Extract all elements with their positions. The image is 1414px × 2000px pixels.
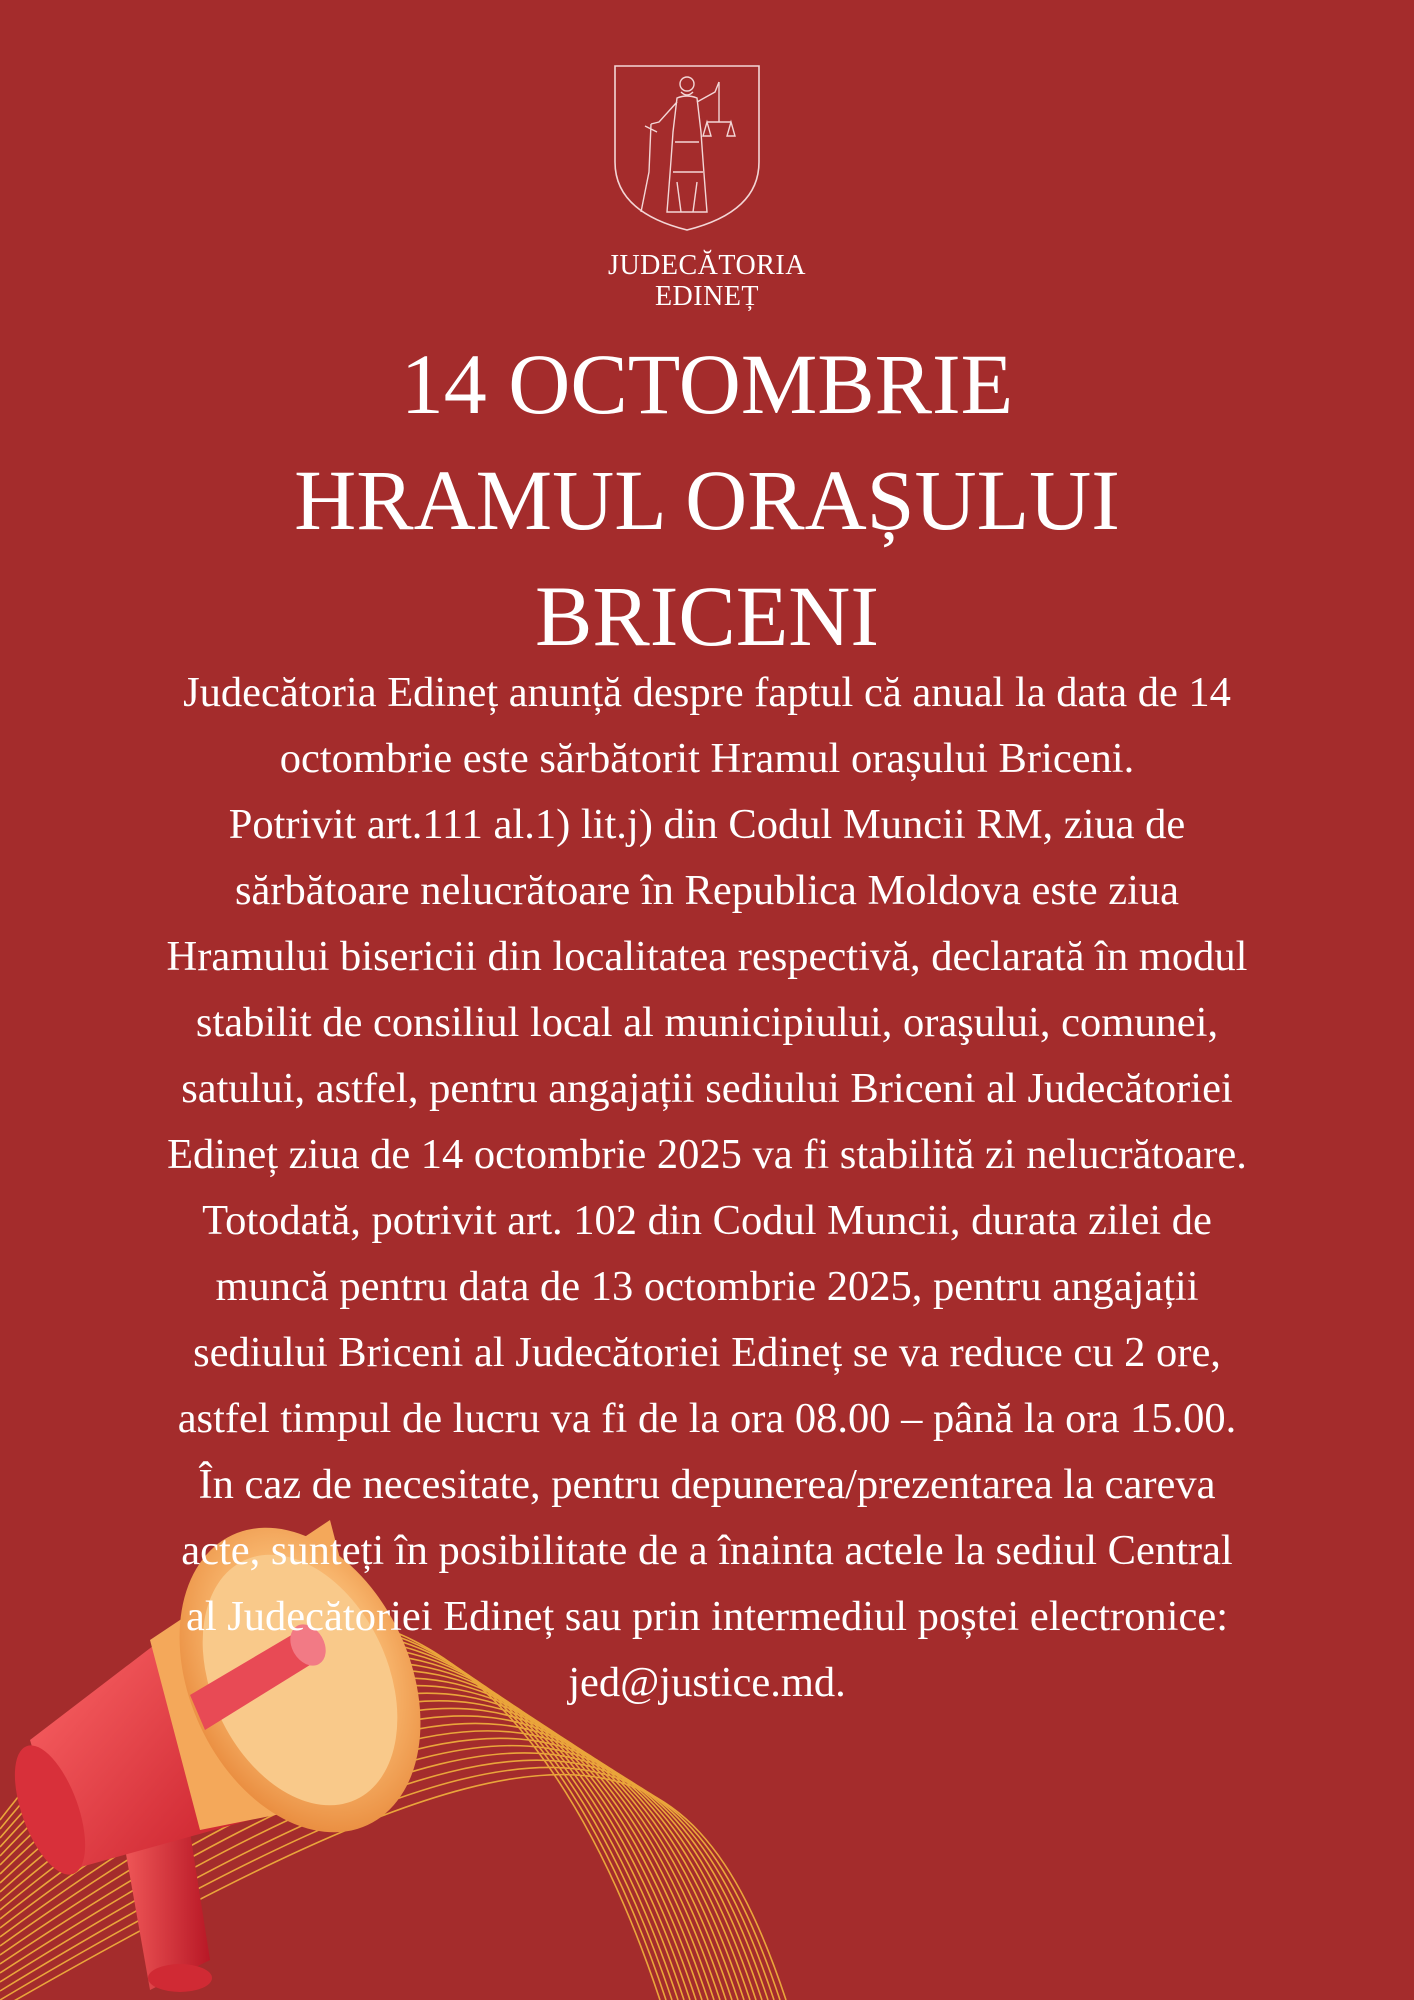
text-line: Potrivit art.111 al.1) lit.j) din Codul Muncii RM, ziua de <box>228 801 1186 848</box>
court-name-line1: JUDECĂTORIA <box>608 250 806 281</box>
text-line: muncă pentru data de 13 octombrie 2025, pentru angajații <box>215 1263 1199 1310</box>
announcement-text <box>16 660 1398 1716</box>
text-line: Edineț ziua de 14 octombrie 2025 va fi stabilită zi nelucrătoare. <box>167 1131 1247 1178</box>
text-line: octombrie este sărbătorit Hramul orașului Briceni. <box>279 735 1135 782</box>
text-line: astfel timpul de lucru va fi de la ora 08.00 – până la ora 15.00. <box>177 1395 1237 1442</box>
page-title <box>100 326 1314 674</box>
text-line: satului, astfel, pentru angajații sediului Briceni al Judecătoriei <box>181 1065 1233 1112</box>
text-line: Totodată, potrivit art. 102 din Codul Muncii, durata zilei de <box>202 1197 1212 1244</box>
title-town: BRICENI <box>535 568 879 664</box>
text-line: stabilit de consiliul local al municipiului, oraşului, comunei, <box>195 999 1219 1046</box>
text-line: În caz de necesitate, pentru depunerea/prezentarea la careva <box>198 1461 1216 1508</box>
text-line: sărbătoare nelucrătoare în Republica Moldova este ziua <box>234 867 1180 914</box>
text-line: acte, sunteți în posibilitate de a înainta actele la sediul Central <box>181 1527 1233 1574</box>
title-event: HRAMUL ORAȘULUI <box>294 452 1120 548</box>
title-date: 14 OCTOMBRIE <box>400 336 1014 432</box>
court-name-line2: EDINEȚ <box>654 281 760 312</box>
text-line: Hramului bisericii din localitatea respectivă, declarată în modul <box>166 933 1248 980</box>
email-text: jed@justice.md. <box>568 1659 846 1706</box>
text-line: al Judecătoriei Edineț sau prin intermediul poștei electronice: <box>185 1593 1229 1640</box>
justice-coat-of-arms-icon <box>611 62 763 234</box>
court-name <box>507 250 907 312</box>
text-line: sediului Briceni al Judecătoriei Edineț se va reduce cu 2 ore, <box>193 1329 1221 1376</box>
text-line: Judecătoria Edineț anunță despre faptul că anual la data de 14 <box>183 669 1231 716</box>
